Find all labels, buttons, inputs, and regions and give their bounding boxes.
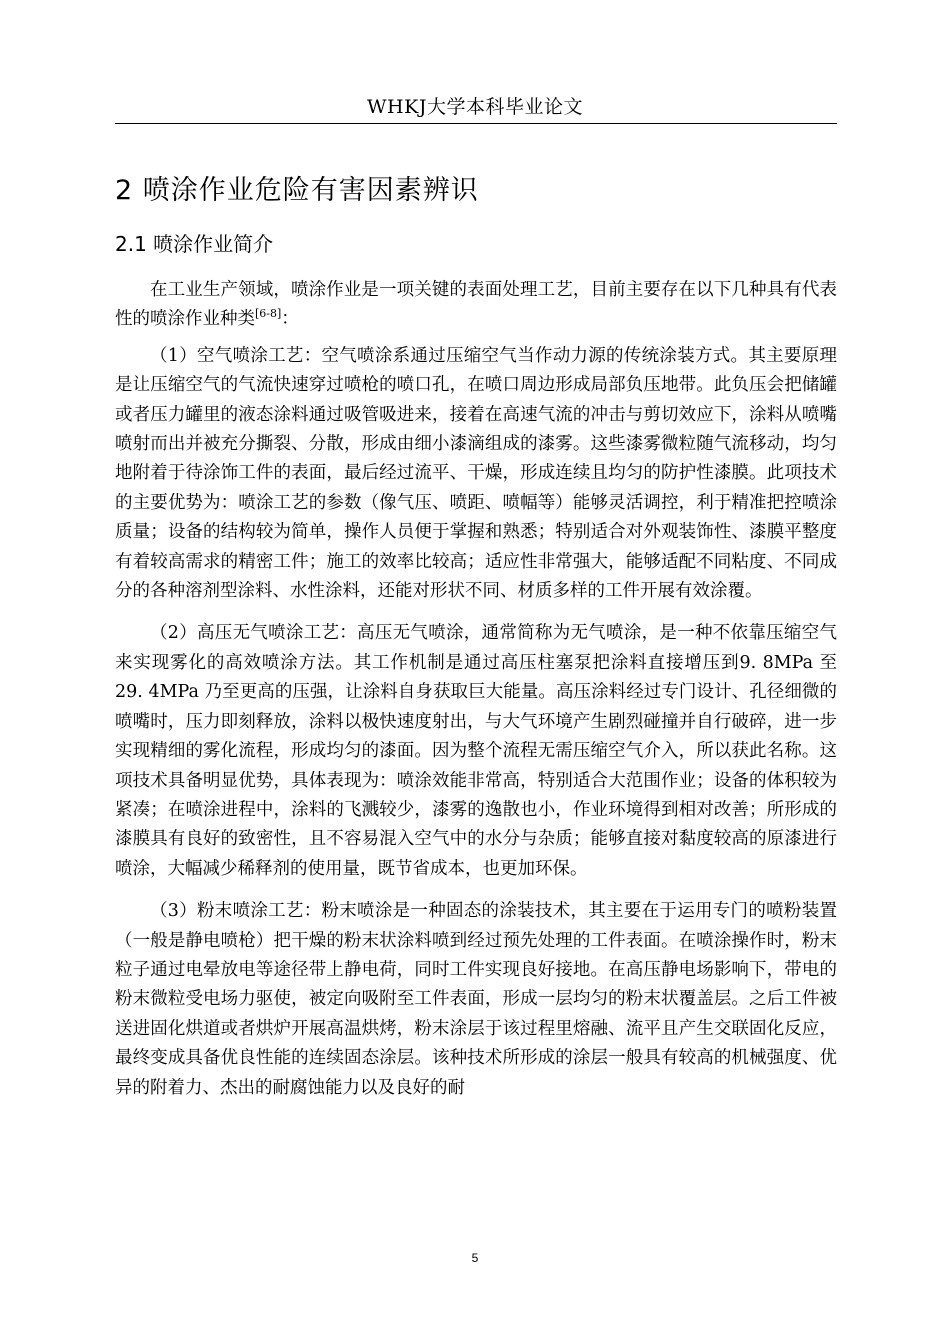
running-header: WHKJ大学本科毕业论文 (367, 96, 583, 118)
citation-mark: [6-8] (255, 307, 282, 321)
chapter-title: 2 喷涂作业危险有害因素辨识 (115, 175, 479, 206)
paragraph-intro (115, 276, 837, 336)
paragraph-air-spraying: （1）空气喷涂工艺：空气喷涂系通过压缩空气当作动力源的传统涂装方式。其主要原理是让压缩空气的气流快速穿过喷枪的喷口孔，在喷口周边形成局部负压地带。此负压会把储罐或者压力罐里的液态涂料通过吸管吸进来，接着在高速气流的冲击与剪切效应下，涂料从喷嘴喷射而出并被充分撕裂、分散，形成由细小漆滴组成的漆雾。这些漆雾微粒随气流移动，均匀地附着于待涂饰工件的表面，最后经过流平、干燥，形成连续且均匀的防护性漆膜。此项技术的主要优势为：喷涂工艺的参数（像气压、喷距、喷幅等）能够灵活调控，利于精准把控喷涂质量；设备的结构较为简单，操作人员便于掌握和熟悉；特别适合对外观装饰性、漆膜平整度有着较高需求的精密工件；施工的效率比较高；适应性非常强大，能够适配不同粘度、不同成分的各种溶剂型涂料、水性涂料，还能对形状不同、材质多样的工件开展有效涂覆。 (115, 345, 837, 602)
section-title: 2.1 喷涂作业简介 (115, 232, 274, 256)
header-rule (115, 123, 837, 124)
body-text (115, 276, 837, 1103)
paragraph-powder-spraying: （3）粉末喷涂工艺：粉末喷涂是一种固态的涂装技术，其主要在于运用专门的喷粉装置（一般是静电喷枪）把干燥的粉末状涂料喷到经过预先处理的工件表面。在喷涂操作时，粉末粒子通过电晕放电等途径带上静电荷，同时工件实现良好接地。在高压静电场影响下，带电的粉末微粒受电场力驱使，被定向吸附至工件表面，形成一层均匀的粉末状覆盖层。之后工件被送进固化烘道或者烘炉开展高温烘烤，粉末涂层于该过程里熔融、流平且产生交联固化反应，最终变成具备优良性能的连续固态涂层。该种技术所形成的涂层一般具有较高的机械强度、优异的附着力、杰出的耐腐蚀能力以及良好的耐 (115, 901, 837, 1098)
page-number: 5 (471, 1251, 479, 1265)
intro-text: 在工业生产领域，喷涂作业是一项关键的表面处理工艺，目前主要存在以下几种具有代表性的喷涂作业种类 (115, 280, 837, 330)
paragraph-airless-spraying: （2）高压无气喷涂工艺：高压无气喷涂，通常简称为无气喷涂，是一种不依靠压缩空气来实现雾化的高效喷涂方法。其工作机制是通过高压柱塞泵把涂料直接增压到9. 8MPa 至 29. 4MPa 乃至更高的压强，让涂料自身获取巨大能量。高压涂料经过专门设计、孔径细微的喷嘴时，压力即刻释放，涂料以极快速度射出，与大气环境产生剧烈碰撞并自行破碎，进一步实现精细的雾化流程，形成均匀的漆面。因为整个流程无需压缩空气介入，所以获此名称。这项技术具备明显优势，具体表现为：喷涂效能非常高，特别适合大范围作业；设备的体积较为紧凑；在喷涂进程中，涂料的飞溅较少，漆雾的逸散也小，作业环境得到相对改善；所形成的漆膜具有良好的致密性，且不容易混入空气中的水分与杂质；能够直接对黏度较高的原漆进行喷涂，大幅减少稀释剂的使用量，既节省成本，也更加环保。 (115, 623, 837, 879)
intro-tail: ： (281, 309, 299, 330)
